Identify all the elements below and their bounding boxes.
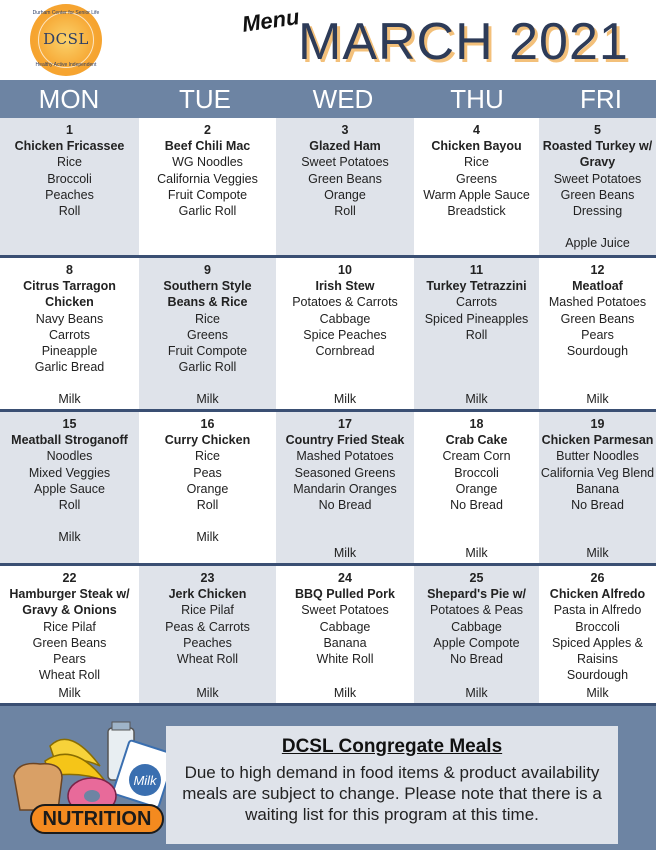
day-cell [139, 258, 276, 409]
day-number: 16 [200, 417, 215, 431]
side-item: Greens [456, 171, 497, 186]
side-item: Orange [324, 187, 366, 202]
entree-title: Chicken [45, 295, 94, 310]
side-item: Peaches [45, 187, 94, 202]
entree-title: Citrus Tarragon [23, 279, 116, 294]
entree-title: BBQ Pulled Pork [294, 587, 396, 602]
side-item: Apple Sauce [34, 481, 105, 496]
side-item: Spiced Apples & [551, 635, 644, 650]
entree-title: Irish Stew [315, 279, 375, 294]
side-item: Cream Corn [442, 449, 511, 464]
footer-banner [0, 706, 656, 850]
side-item: Apple Juice [565, 236, 630, 251]
day-cell [276, 566, 414, 703]
side-item: Milk [58, 530, 81, 545]
side-item: Sourdough [566, 344, 629, 359]
dcsl-logo [30, 4, 102, 76]
day-cell [414, 118, 539, 255]
side-item: Roll [465, 327, 488, 342]
menu-word: Menu [240, 4, 301, 37]
day-cell [414, 566, 539, 703]
side-item [139, 513, 276, 529]
day-cell [139, 412, 276, 563]
milk-item: Milk [586, 685, 609, 700]
side-item: California Veg Blend [540, 465, 655, 480]
day-number: 25 [469, 571, 484, 585]
weekday-thu: THU [450, 84, 504, 114]
week-row [0, 412, 656, 566]
side-item: Wheat Roll [176, 652, 239, 667]
side-item: Navy Beans [35, 311, 104, 326]
milk-item: Milk [196, 685, 219, 700]
side-item: Green Beans [32, 635, 107, 650]
side-item: Rice [56, 155, 82, 170]
side-item: Garlic Roll [178, 204, 237, 219]
day-number: 18 [469, 417, 484, 431]
side-item: Banana [323, 635, 367, 650]
weekday-wed: WED [312, 84, 374, 114]
side-item: Banana [575, 481, 620, 496]
side-item: Seasoned Greens [294, 465, 396, 480]
page-header [0, 0, 656, 80]
side-item: Orange [186, 481, 229, 496]
day-cell [539, 118, 656, 255]
entree-title: Chicken Fricassee [14, 139, 125, 154]
day-number: 22 [62, 571, 77, 585]
side-item: No Bread [571, 498, 624, 513]
entree-title: Hamburger Steak w/ [9, 587, 130, 602]
entree-title: Country Fried Steak [285, 433, 405, 448]
day-cell [539, 258, 656, 409]
milk-item: Milk [586, 545, 609, 560]
entree-title: Crab Cake [445, 433, 508, 448]
day-cell [539, 566, 656, 703]
day-number: 15 [62, 417, 77, 431]
milk-item: Milk [196, 391, 219, 406]
logo-bottom-text: Healthy Active Independent [35, 62, 97, 68]
side-item: Mixed Veggies [28, 465, 111, 480]
side-item: Sweet Potatoes [301, 155, 389, 170]
milk-item: Milk [333, 545, 357, 560]
entree-title: Chicken Parmesan [541, 433, 654, 448]
day-number: 1 [66, 123, 73, 137]
milk-item: Milk [465, 545, 488, 560]
entree-title: Shepard's Pie w/ [427, 587, 526, 602]
day-cell [414, 258, 539, 409]
day-number: 26 [590, 571, 605, 585]
week-row [0, 566, 656, 706]
side-item: Peas [193, 465, 222, 480]
notice-text: Due to high demand in food items & product availability meals are subject to change. Please note that there is a waiting list for this program at this time. [182, 763, 602, 824]
nutrition-badge: NUTRITION [30, 804, 164, 834]
side-item: Broccoli [575, 619, 620, 634]
side-item: Roll [334, 204, 356, 219]
day-cell [276, 258, 414, 409]
side-item: Greens [187, 327, 228, 342]
day-number: 4 [473, 123, 480, 137]
milk-item: Milk [333, 685, 357, 700]
side-item: Cabbage [319, 311, 371, 326]
week-row [0, 258, 656, 412]
day-number: 3 [341, 123, 349, 137]
side-item: Sweet Potatoes [553, 171, 642, 186]
day-cell [276, 412, 414, 563]
side-item: Mashed Potatoes [548, 295, 647, 310]
side-item: Pears [53, 652, 86, 667]
menu-calendar-grid [0, 118, 656, 706]
side-item: No Bread [318, 498, 372, 513]
side-item: Fruit Compote [167, 187, 248, 202]
day-number: 12 [590, 263, 605, 277]
side-item: Rice Pilaf [181, 603, 234, 618]
side-item: Cabbage [451, 619, 502, 634]
milk-item: Milk [58, 391, 81, 406]
day-cell [139, 566, 276, 703]
side-item: Spice Peaches [303, 327, 387, 342]
day-cell [0, 566, 139, 703]
day-cell [539, 412, 656, 563]
side-item: Carrots [49, 327, 90, 342]
day-cell [0, 258, 139, 409]
entree-title: Turkey Tetrazzini [426, 279, 527, 294]
side-item: California Veggies [157, 171, 258, 186]
day-number: 10 [338, 263, 352, 277]
entree-title: Glazed Ham [309, 139, 381, 154]
side-item: Pineapple [41, 344, 98, 359]
entree-title: Gravy & Onions [22, 603, 117, 618]
side-item: Pears [581, 327, 614, 342]
day-number: 17 [338, 417, 352, 431]
side-item: Rice [194, 311, 220, 326]
entree-title: Curry Chicken [164, 433, 251, 448]
side-item: Green Beans [560, 187, 635, 202]
day-number: 9 [204, 263, 211, 277]
side-item: Cornbread [315, 344, 375, 359]
day-cell [0, 118, 139, 255]
side-item: Wheat Roll [38, 668, 101, 683]
side-item: Orange [455, 481, 498, 496]
side-item: Roll [58, 204, 81, 219]
side-item: Butter Noodles [556, 449, 639, 464]
day-number: 11 [469, 263, 484, 277]
side-item: Green Beans [560, 311, 635, 326]
milk-item: Milk [333, 391, 357, 406]
day-cell [0, 412, 139, 563]
side-item: Potatoes & Carrots [292, 295, 398, 310]
day-number: 5 [594, 123, 601, 137]
day-number: 24 [338, 571, 352, 585]
milk-item: Milk [58, 685, 81, 700]
day-number: 19 [590, 417, 605, 431]
notice-title: DCSL Congregate Meals [281, 736, 503, 757]
entree-title: Meatloaf [572, 279, 623, 294]
side-item: Broccoli [47, 171, 92, 186]
side-item: Apple Compote [433, 635, 520, 650]
side-item: Cabbage [319, 619, 371, 634]
side-item: Dressing [572, 204, 623, 219]
week-row [0, 118, 656, 258]
entree-title: Beans & Rice [167, 295, 248, 310]
entree-title: Roasted Turkey w/ [542, 139, 653, 154]
side-item: Rice [194, 449, 220, 464]
milk-item: Milk [465, 391, 488, 406]
day-cell [139, 118, 276, 255]
side-item: Potatoes & Peas [429, 603, 524, 618]
logo-text: DCSL [43, 30, 89, 48]
month-title: MARCH 2021 [298, 13, 629, 71]
side-item: Peaches [183, 635, 232, 650]
side-item: Warm Apple Sauce [423, 187, 530, 202]
entree-title: Jerk Chicken [168, 587, 247, 602]
side-item: Mandarin Oranges [293, 481, 397, 496]
side-item: Noodles [46, 449, 93, 464]
day-number: 23 [200, 571, 215, 585]
entree-title: Southern Style [163, 279, 252, 294]
side-item: Sweet Potatoes [301, 603, 389, 618]
side-item: Broccoli [454, 465, 499, 480]
entree-title: Meatball Stroganoff [11, 433, 128, 448]
side-item: White Roll [316, 652, 374, 667]
day-cell [276, 118, 414, 255]
weekday-mon: MON [38, 84, 100, 114]
side-item: Pasta in Alfredo [553, 603, 642, 618]
side-item: Garlic Bread [34, 360, 105, 375]
side-item: Sourdough [566, 668, 629, 683]
logo-top-text: Durham Center for Senior Life [32, 10, 100, 16]
side-item: Garlic Roll [178, 360, 237, 375]
side-item: Roll [58, 498, 81, 513]
svg-text:Milk: Milk [133, 773, 157, 788]
day-cell [414, 412, 539, 563]
entree-title: Chicken Alfredo [549, 587, 646, 602]
side-item: No Bread [450, 652, 503, 667]
side-item: Fruit Compote [167, 344, 248, 359]
weekday-header [0, 80, 656, 118]
notice-box [166, 726, 618, 844]
day-number: 8 [66, 263, 73, 277]
milk-item: Milk [586, 391, 609, 406]
side-item: WG Noodles [172, 155, 243, 170]
weekday-fri: FRI [580, 84, 622, 114]
entree-title: Gravy [579, 155, 616, 170]
side-item: Milk [196, 530, 219, 545]
entree-title: Chicken Bayou [431, 139, 522, 154]
side-item [539, 219, 656, 235]
side-item: Raisins [577, 652, 618, 667]
side-item: Spiced Pineapples [424, 311, 529, 326]
side-item: Roll [196, 498, 219, 513]
side-item: Carrots [456, 295, 497, 310]
side-item: Peas & Carrots [165, 619, 250, 634]
weekday-tue: TUE [179, 84, 231, 114]
entree-title: Beef Chili Mac [164, 139, 251, 154]
side-item: Rice [463, 155, 489, 170]
milk-item: Milk [465, 685, 488, 700]
side-item [0, 513, 139, 529]
side-item: No Bread [450, 498, 503, 513]
side-item: Green Beans [308, 171, 382, 186]
side-item: Rice Pilaf [43, 619, 96, 634]
day-number: 2 [204, 123, 211, 137]
side-item: Mashed Potatoes [296, 449, 394, 464]
side-item: Breadstick [447, 204, 506, 219]
